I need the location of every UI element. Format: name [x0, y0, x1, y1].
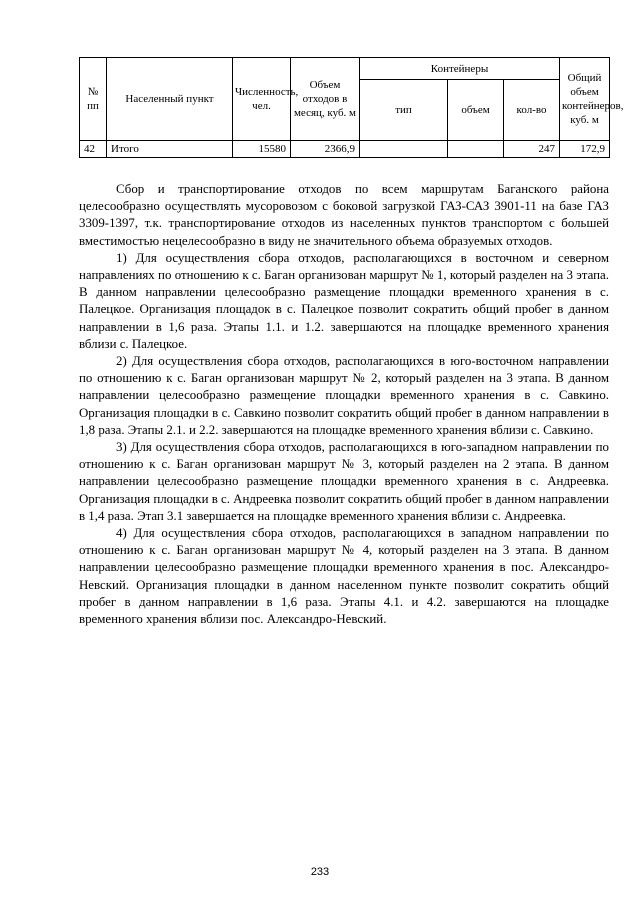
- header-containers: Контейнеры: [360, 58, 560, 80]
- header-waste-volume: Объем отходов в месяц, куб. м: [291, 58, 360, 141]
- cell-population: 15580: [233, 141, 291, 158]
- paragraph-intro: Сбор и транспортирование отходов по всем маршрутам Баганского района целесообразно осуществлять мусоровозом с боковой загрузкой ГАЗ-САЗ 3901-11 на базе ГАЗ 3309-1397, т.к. транспортирование отходов из населенных пунктов транспортом с большей вместимостью нецелесообразно в виду не значительного объема образуемых отходов.: [79, 182, 609, 248]
- cell-total-volume: 172,9: [560, 141, 610, 158]
- cell-container-type: [360, 141, 448, 158]
- header-container-volume: объем: [448, 80, 504, 141]
- table-row: [80, 141, 610, 158]
- paragraph-route-1: 1) Для осуществления сбора отходов, располагающихся в восточном и северном направлениях по отношению к с. Баган организован маршрут № 1, который разделен на 3 этапа. В данном направлении целесообразно размещение площадки временного хранения в с. Палецкое. Организация площадок в с. Палецкое позволит сократить общий пробег в данном направлении в 1,6 раза. Этапы 1.1. и 1.2. завершаются на площадке временного хранения вблизи с. Палецкое.: [79, 250, 609, 351]
- header-settlement: Населенный пункт: [107, 58, 233, 141]
- page-number: 233: [310, 866, 330, 878]
- paragraph-route-4: 4) Для осуществления сбора отходов, располагающихся в западном направлении по отношению к с. Баган организован маршрут № 4, который разделен на 3 этапа. В данном направлении целесообразно размещение площадки временного хранения в пос. Александро-Невский. Организация площадки в данном населенном пункте позволит сократить общий пробег в данном направлении в 1,6 раза. Этапы 4.1. и 4.2. завершаются на площадке временного хранения вблизи пос. Александро-Невский.: [79, 526, 609, 627]
- header-container-count: кол-во: [504, 80, 560, 141]
- header-container-type: тип: [360, 80, 448, 141]
- cell-settlement: Итого: [107, 141, 233, 158]
- header-population: Численность, чел.: [233, 58, 291, 141]
- cell-container-volume: [448, 141, 504, 158]
- paragraph-route-2: 2) Для осуществления сбора отходов, располагающихся в юго-восточном направлении по отношению к с. Баган организован маршрут № 2, который разделен на 3 этапа. В данном направлении целесообразно размещение площадки временного хранения в с. Савкино. Организация площадки в с. Савкино позволит сократить общий пробег в данном направлении в 1,8 раза. Этапы 2.1. и 2.2. завершаются на площадке временного хранения вблизи с. Савкино.: [79, 354, 609, 437]
- header-total-volume: Общий объем контейнеров, куб. м: [560, 58, 610, 141]
- cell-container-count: 247: [504, 141, 560, 158]
- paragraph-route-3: 3) Для осуществления сбора отходов, располагающихся в юго-западном направлении по отношению к с. Баган организован маршрут № 3, который разделен на 2 этапа. В данном направлении целесообразно размещение площадки временного хранения в с. Андреевка. Организация площадки в с. Андреевка позволит сократить общий пробег в данном направлении в 1,4 раза. Этап 3.1 завершается на площадке временного хранения вблизи с. Андреевка.: [79, 440, 609, 523]
- header-num: № пп: [80, 58, 107, 141]
- waste-containers-table: [79, 57, 624, 158]
- body-text: [79, 181, 609, 628]
- cell-num: 42: [80, 141, 107, 158]
- cell-waste-volume: 2366,9: [291, 141, 360, 158]
